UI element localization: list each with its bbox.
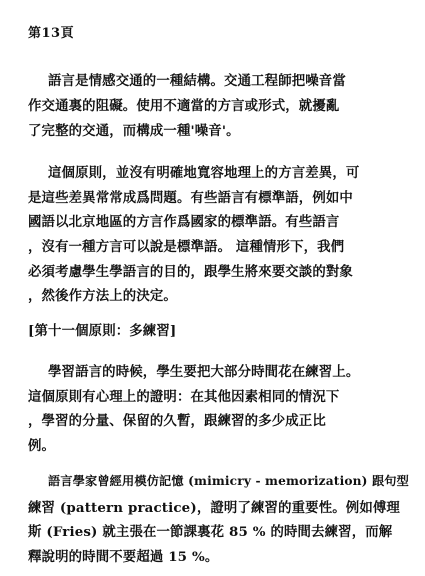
paragraph-4-line-4: 釋說明的時間不要超過 15 %。 [28, 549, 219, 565]
paragraph-4-line-3: 斯 (Fries) 就主張在一節課裏花 85 % 的時間去練習，而解 [28, 524, 393, 540]
paragraph-4-line-1: 語言學家曾經用模仿記憶 (mimicry - memorization) 跟句型 [48, 474, 409, 488]
paragraph-1-line-3: 了完整的交通，而構成一種'噪音'。 [28, 123, 240, 139]
paragraph-3-line-3: ，學習的分量、保留的久暫，跟練習的多少成正比 [28, 413, 326, 429]
paragraph-3-line-2: 這個原則有心理上的證明：在其他因素相同的情況下 [28, 389, 340, 405]
page-number: 第13頁 [28, 26, 75, 41]
section-heading: [第十一個原則：多練習] [28, 323, 177, 339]
paragraph-2-line-3: 國語以北京地區的方言作爲國家的標準語。有些語言 [28, 214, 340, 230]
paragraph-3-line-1: 學習語言的時候，學生要把大部分時間花在練習上。 [48, 364, 360, 380]
paragraph-1-line-1: 語言是情感交通的一種結構。交通工程師把噪音當 [48, 73, 346, 89]
paragraph-2-line-4: ，沒有一種方言可以說是標準語。 這種情形下，我們 [28, 239, 345, 255]
paragraph-4-line-2: 練習 (pattern practice)，證明了練習的重要性。例如傅理 [28, 500, 400, 516]
paragraph-2-line-2: 是這些差異常常成爲問題。有些語言有標準語，例如中 [28, 190, 353, 206]
paragraph-2-line-1: 這個原則，並沒有明確地寬容地理上的方言差異，可 [48, 165, 360, 181]
paragraph-2-line-5: 必須考慮學生學語言的目的，跟學生將來要交談的對象 [28, 264, 353, 280]
paragraph-1-line-2: 作交通裏的阻礙。使用不適當的方言或形式，就擾亂 [28, 98, 340, 114]
paragraph-2-line-6: ，然後作方法上的決定。 [28, 288, 177, 304]
paragraph-3-line-4: 例。 [28, 438, 56, 454]
